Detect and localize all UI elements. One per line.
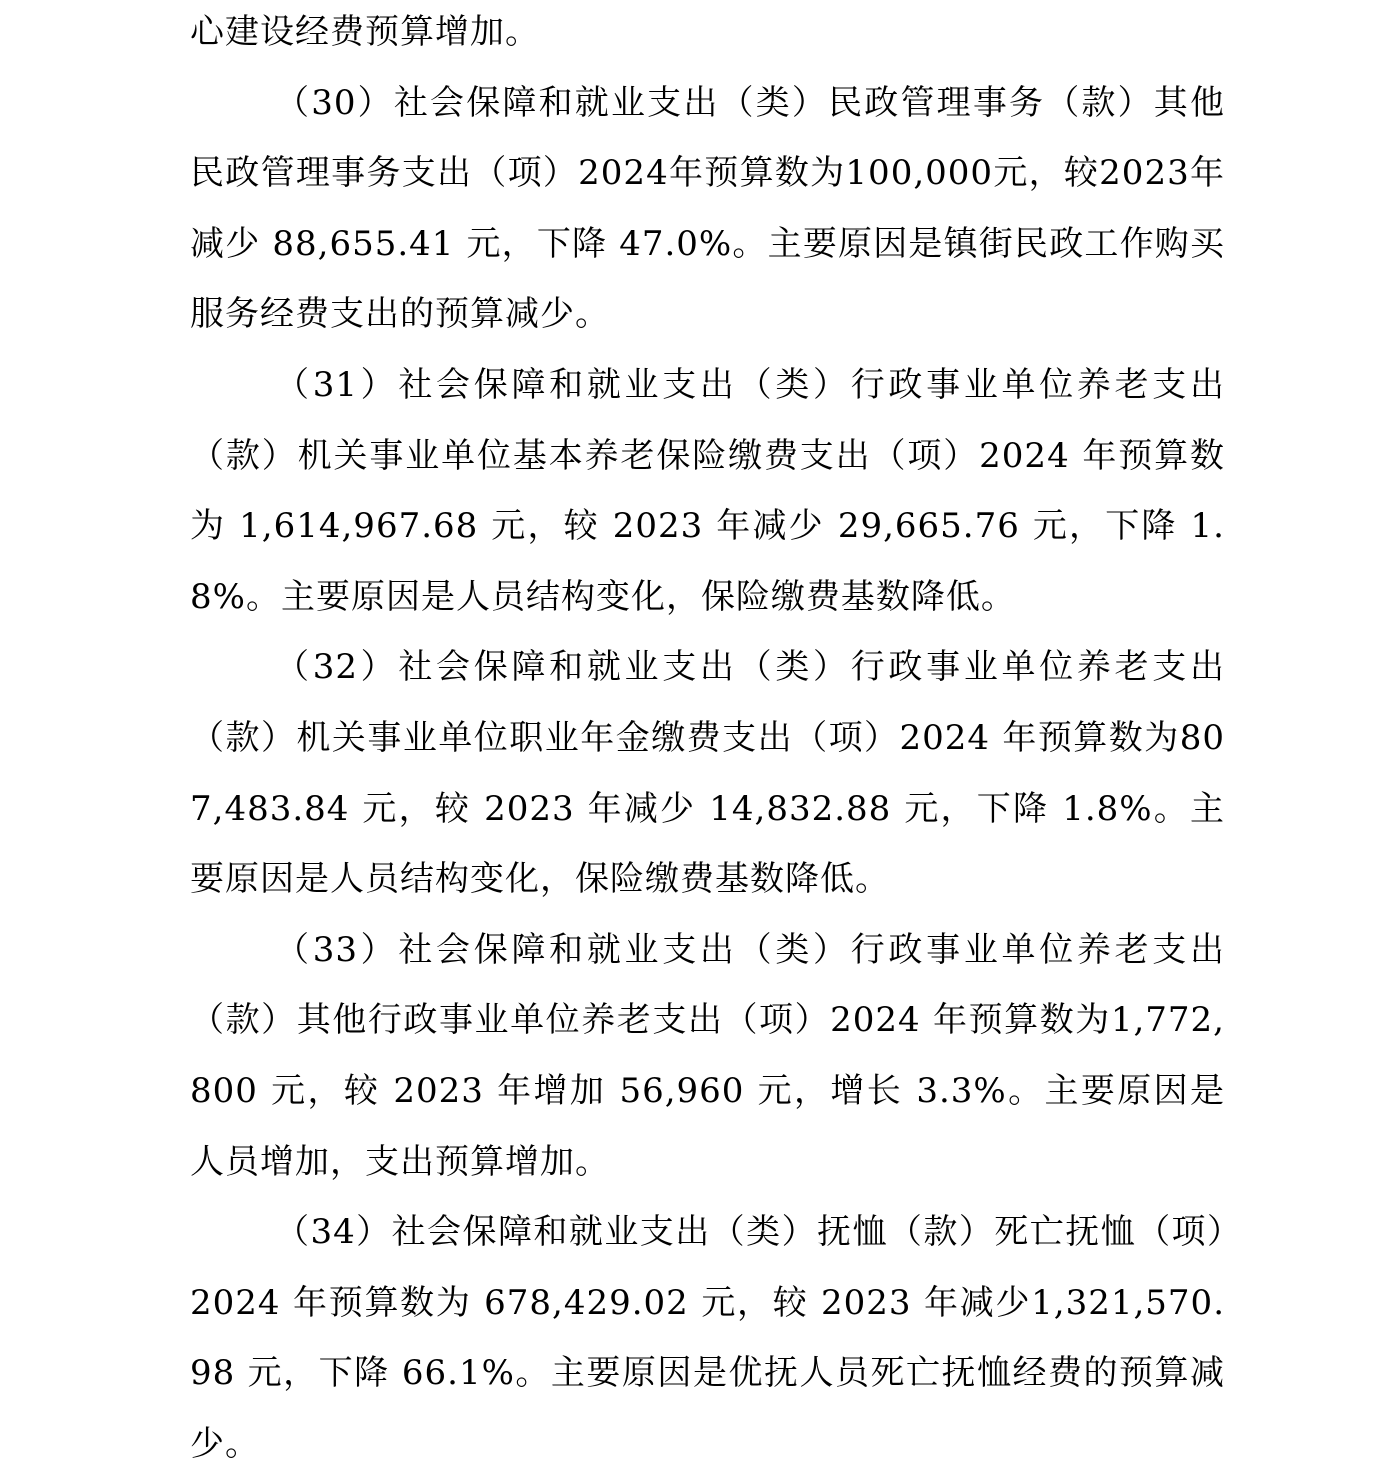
paragraph-item-32: （32）社会保障和就业支出（类）行政事业单位养老支出（款）机关事业单位职业年金缴费支出（项）2024 年预算数为807,483.84 元，较 2023 年减少 14,832.88 元，下降 1.8%。主要原因是人员结构变化，保险缴费基数降低。	[190, 647, 1225, 900]
paragraph-item-33: （33）社会保障和就业支出（类）行政事业单位养老支出（款）其他行政事业单位养老支出（项）2024 年预算数为1,772,800 元，较 2023 年增加 56,960 元，增长 3.3%。主要原因是人员增加，支出预算增加。	[190, 929, 1225, 1182]
paragraph-continuation: 心建设经费预算增加。	[190, 12, 540, 52]
paragraph-item-31: （31）社会保障和就业支出（类）行政事业单位养老支出（款）机关事业单位基本养老保险缴费支出（项）2024 年预算数为 1,614,967.68 元，较 2023 年减少 29,665.76 元，下降 1.8%。主要原因是人员结构变化，保险缴费基数降低。	[190, 364, 1225, 617]
document-page	[190, 0, 1225, 1473]
paragraph-item-30: （30）社会保障和就业支出（类）民政管理事务（款）其他民政管理事务支出（项）2024年预算数为100,000元，较2023年减少 88,655.41 元，下降 47.0%。主要原因是镇街民政工作购买服务经费支出的预算减少。	[190, 82, 1225, 335]
paragraph-item-34: （34）社会保障和就业支出（类）抚恤（款）死亡抚恤（项）2024 年预算数为 678,429.02 元，较 2023 年减少1,321,570.98 元，下降 66.1%。主要原因是优抚人员死亡抚恤经费的预算减少。	[190, 1212, 1225, 1464]
